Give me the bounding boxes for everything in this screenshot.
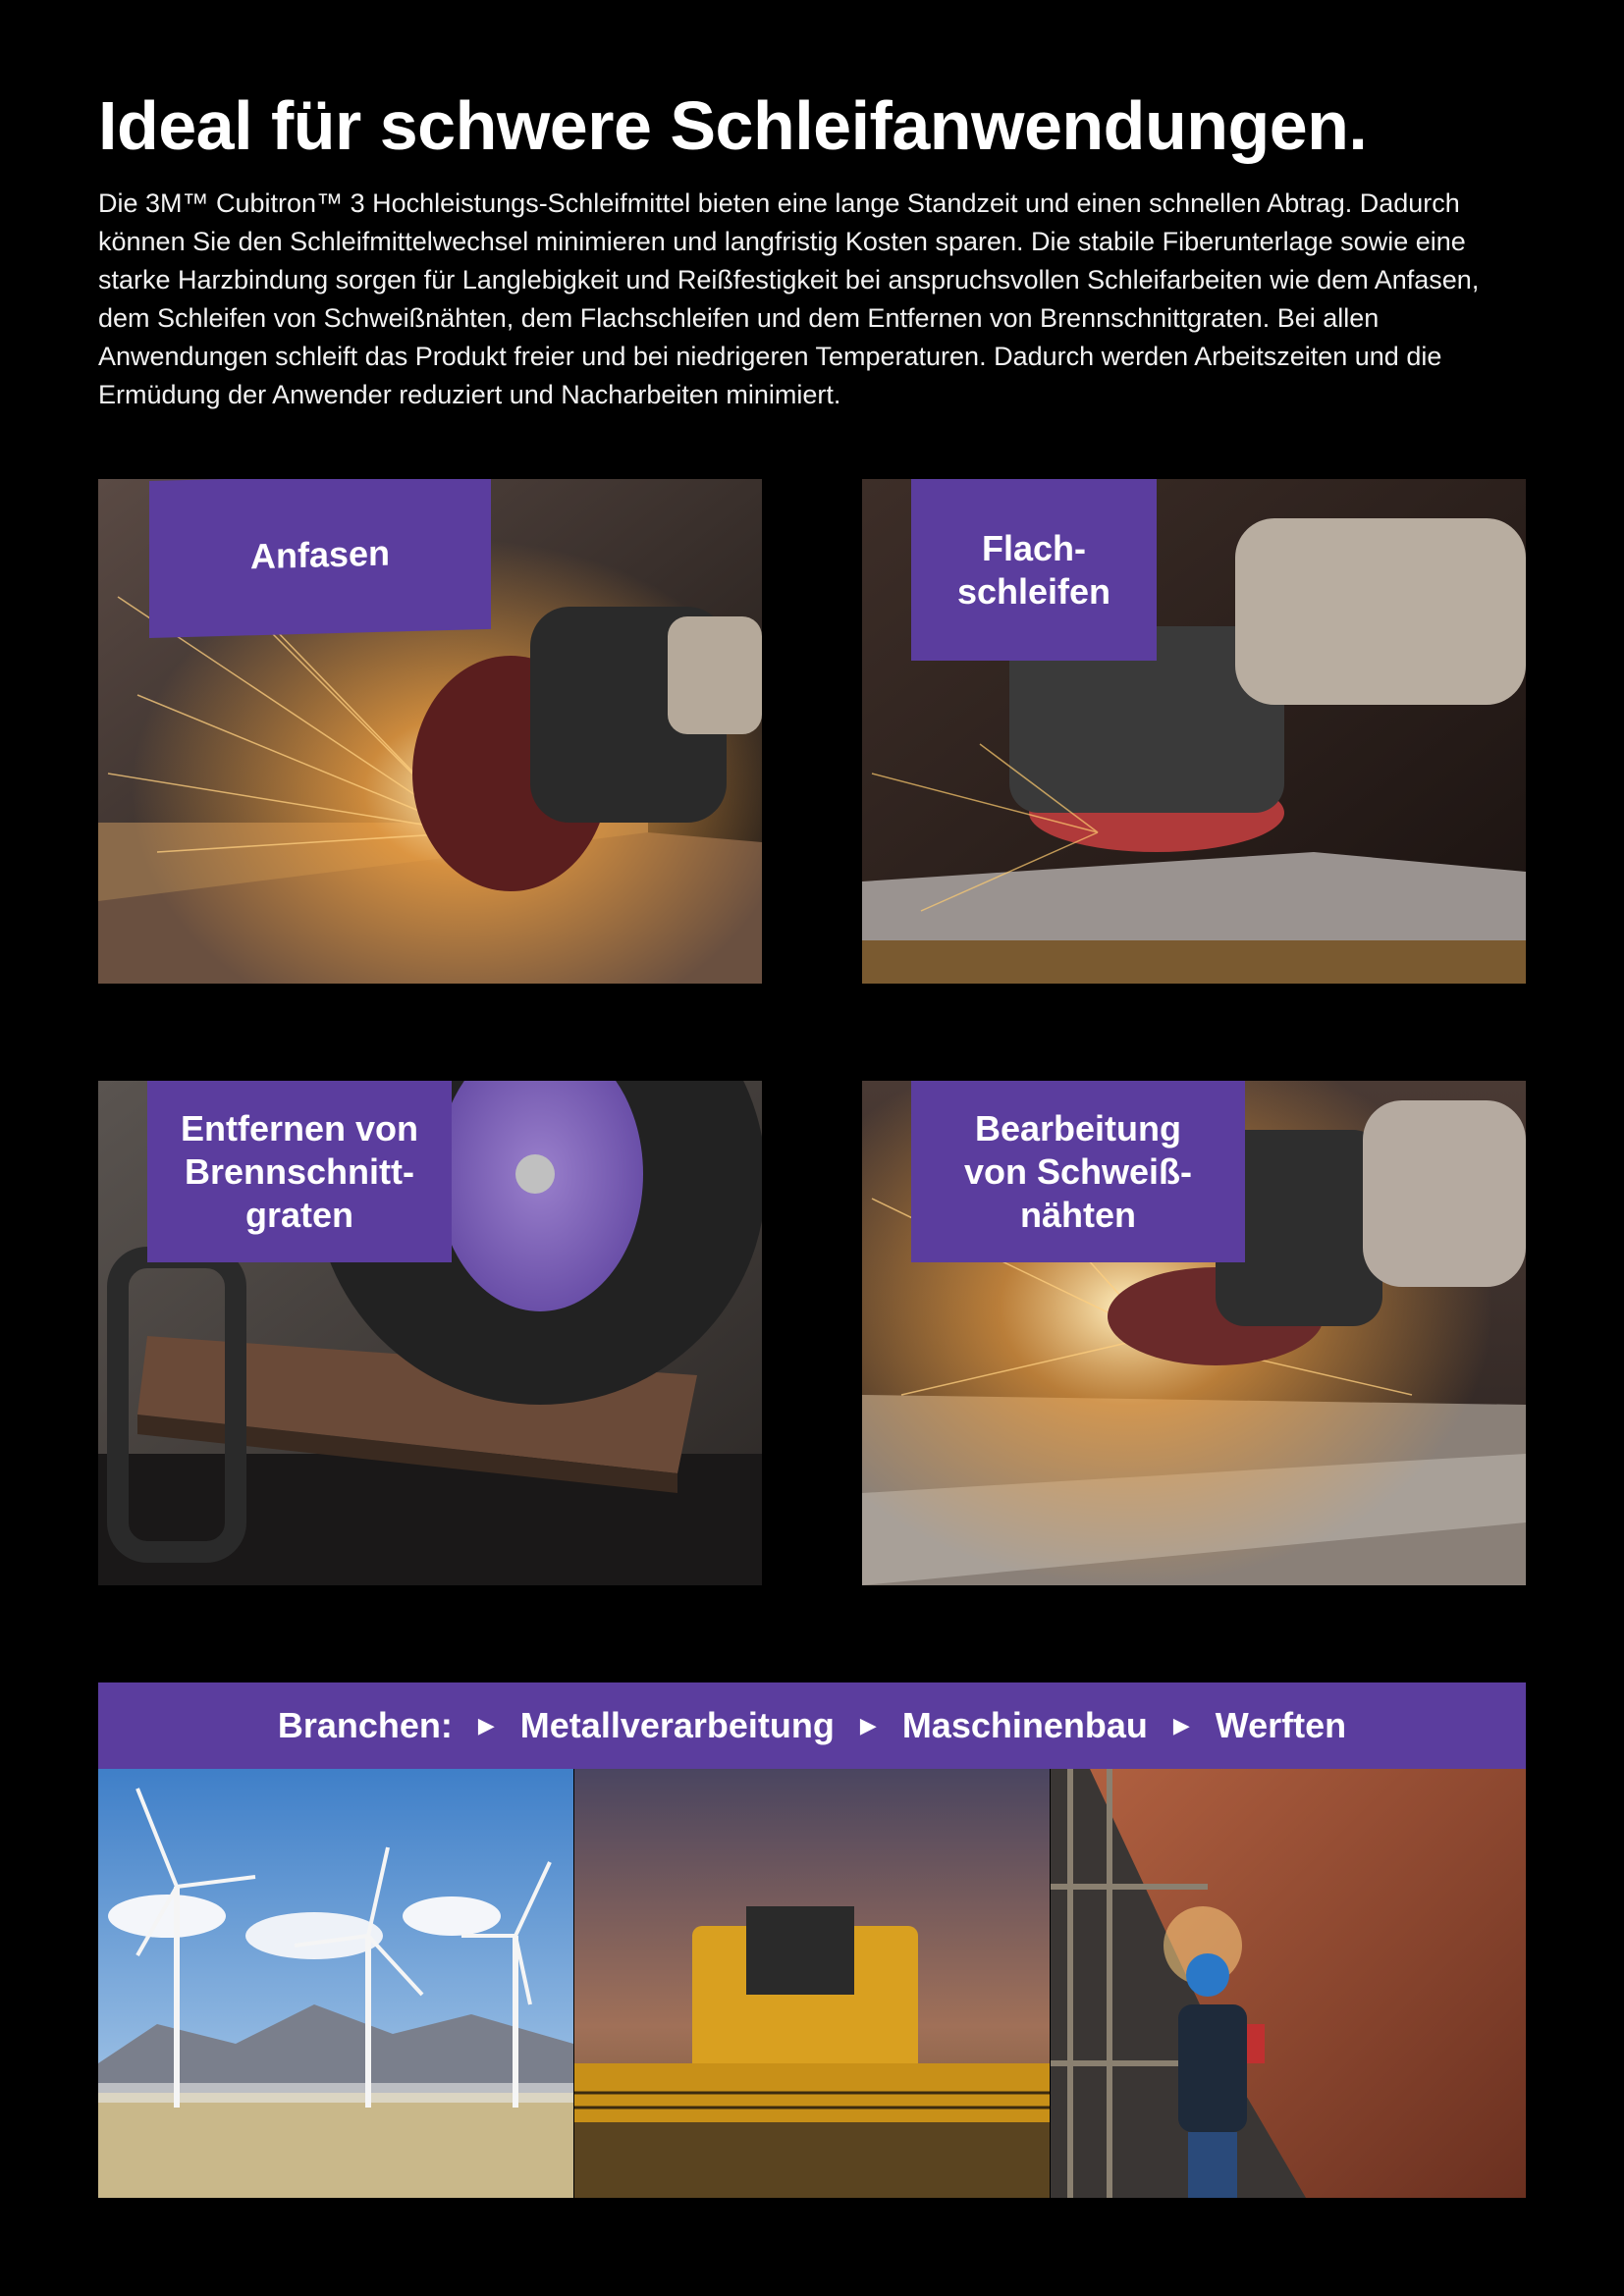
shipyard-welder-image [1051, 1769, 1526, 2198]
industry-maschinenbau: Maschinenbau [901, 1705, 1148, 1745]
photo-combine-harvester [574, 1769, 1050, 2198]
photo-shipyard [1051, 1769, 1526, 2198]
label-brennschnittgrate: Entfernen von Brennschnitt- graten [147, 1081, 452, 1262]
photo-weld-grinding [862, 1081, 1526, 1585]
industry-metallverarbeitung: Metallverarbeitung [519, 1705, 835, 1745]
combine-harvester-image [574, 1769, 1050, 2198]
photo-chamfering [98, 479, 762, 984]
page-headline: Ideal für schwere Schleifanwendungen. [98, 87, 1368, 164]
industries-label: Branchen: [277, 1705, 453, 1745]
photo-deburring [98, 1081, 762, 1585]
industries-band [98, 1682, 1526, 1769]
industry-werften: Werften [1215, 1705, 1347, 1745]
photo-wind-turbines [98, 1769, 573, 2198]
intro-paragraph: Die 3M™ Cubitron™ 3 Hochleistungs-Schleifmittel bieten eine lange Standzeit und einen schnellen Abtrag. Dadurch können Sie den Schleifmittelwechsel minimieren und langfristig Kosten sparen. Die stabile Fiberunterlage sowie eine starke Harzbindung sorgen für Langlebigkeit und Reißfestigkeit bei anspruchsvollen Schleifarbeiten wie dem Anfasen, dem Schleifen von Schweißnähten, dem Flachschleifen und dem Entfernen von Brennschnittgraten. Bei allen Anwendungen schleift das Produkt freier und bei niedrigeren Temperaturen. Dadurch werden Arbeitszeiten und die Ermüdung der Anwender reduziert und Nacharbeiten minimiert. [98, 188, 1480, 409]
triangle-bullet-icon: ▶ [1172, 1713, 1190, 1737]
label-anfasen: Anfasen [149, 479, 491, 638]
wind-turbines-image [98, 1769, 573, 2198]
label-schweissnaehte: Bearbeitung von Schweiß- nähten [911, 1081, 1245, 1262]
photo-flat-grinding [862, 479, 1526, 984]
triangle-bullet-icon: ▶ [859, 1713, 877, 1737]
label-flachschleifen: Flach- schleifen [911, 479, 1157, 661]
triangle-bullet-icon: ▶ [477, 1713, 495, 1737]
